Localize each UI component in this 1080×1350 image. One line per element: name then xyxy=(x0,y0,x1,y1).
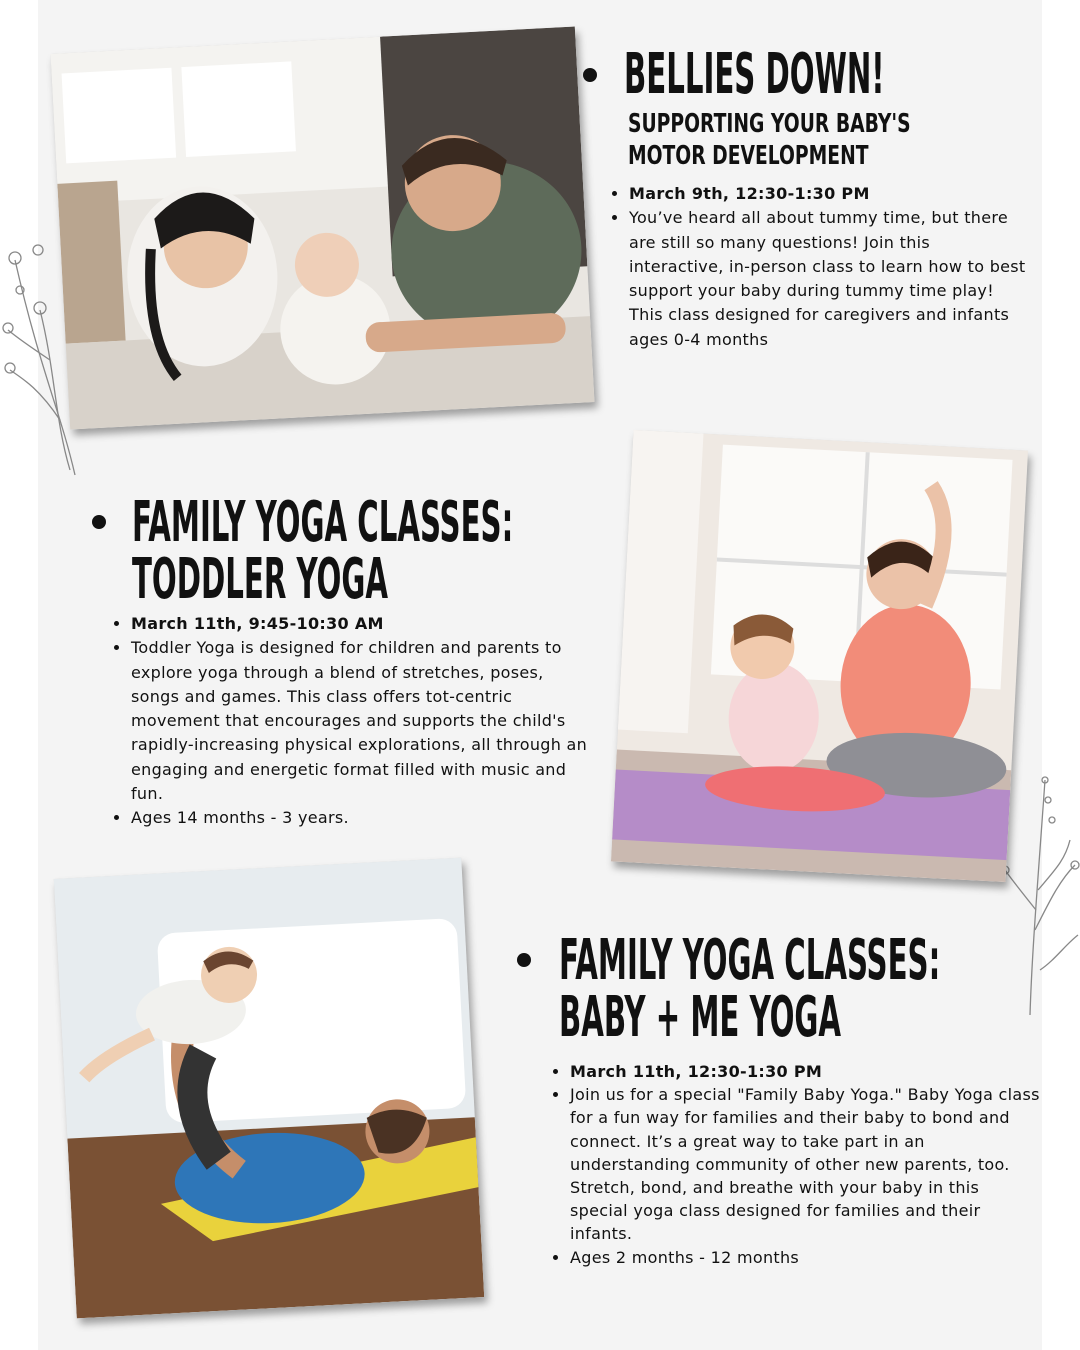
section-title-toddler-line-1: FAMILY YOGA CLASSES: xyxy=(132,490,514,555)
event-ages: • Ages 14 months - 3 years. xyxy=(131,806,589,830)
bullet-icon xyxy=(517,953,531,967)
section-details-toddler-yoga xyxy=(113,612,589,831)
section-title-baby-me-line-1: FAMILY YOGA CLASSES: xyxy=(559,928,941,993)
section-title-baby-me-line-2: BABY + ME YOGA xyxy=(559,985,841,1050)
section-details-bellies-down xyxy=(611,182,1029,352)
event-date: • March 11th, 9:45-10:30 AM xyxy=(131,612,589,636)
section-details-baby-me-yoga xyxy=(552,1060,1040,1269)
event-date: • March 9th, 12:30-1:30 PM xyxy=(629,182,1029,206)
section-title-bellies-down: BELLIES DOWN! xyxy=(624,42,885,107)
section-subtitle-line-1: SUPPORTING YOUR BABY'S xyxy=(628,109,911,139)
event-description: • Join us for a special "Family Baby Yoga." Baby Yoga class for a fun way for families and their baby to bond and connect. It’s a great way to take part in an understanding community of other new parents, too. Stretch, bond, and breathe with your baby in this special yoga class designed for families and their infants. xyxy=(570,1083,1040,1245)
section-title-toddler-line-2: TODDLER YOGA xyxy=(132,547,388,612)
bullet-icon xyxy=(92,515,106,529)
event-description: • You’ve heard all about tummy time, but there are still so many questions! Join this interactive, in-person class to learn how to best support your baby during tummy time play! This class designed for caregivers and infants ages 0-4 months xyxy=(629,206,1029,352)
event-description: • Toddler Yoga is designed for children and parents to explore yoga through a blend of stretches, poses, songs and games. This class offers tot-centric movement that encourages and supports the child's rapidly-increasing physical explorations, all through an engaging and energetic format filled with music and fun. xyxy=(131,636,589,806)
photo-family-tummy-time xyxy=(51,27,595,430)
photo-baby-and-me-yoga xyxy=(54,858,484,1319)
photo-toddler-yoga xyxy=(611,430,1028,882)
bullet-icon xyxy=(583,68,597,82)
event-ages: • Ages 2 months - 12 months xyxy=(570,1246,1040,1269)
floral-sprig-icon xyxy=(1000,770,1080,1020)
section-subtitle-line-2: MOTOR DEVELOPMENT xyxy=(628,141,869,171)
event-date: • March 11th, 12:30-1:30 PM xyxy=(570,1060,1040,1083)
